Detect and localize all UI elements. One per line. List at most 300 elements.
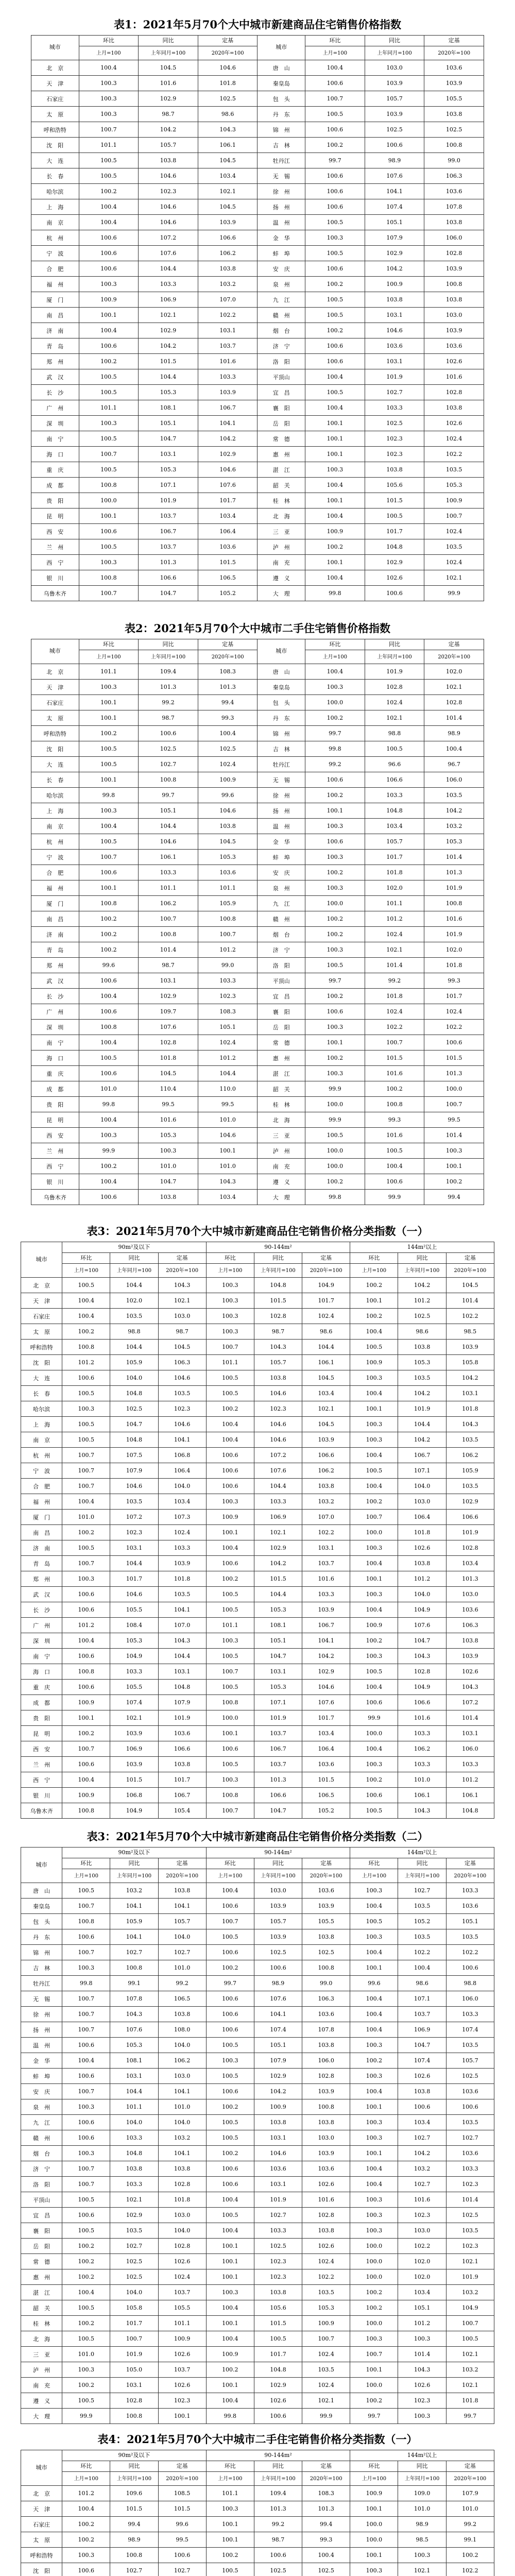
value-cell: 100.6 [206, 2022, 254, 2038]
table-row [21, 1976, 494, 1991]
value-cell: 107.8 [302, 2022, 350, 2038]
value-cell: 100.2 [62, 1726, 110, 1741]
city-cell: 青 岛 [31, 942, 79, 958]
value-cell: 100.6 [350, 1695, 398, 1710]
value-cell: 100.3 [350, 1587, 398, 1602]
value-cell: 106.5 [302, 1788, 350, 1803]
value-cell: 102.1 [198, 184, 258, 199]
value-cell: 100.4 [305, 400, 365, 416]
value-cell: 105.3 [254, 1602, 302, 1618]
value-cell: 105.5 [110, 1680, 158, 1695]
metric-header: 环比 [350, 1253, 398, 1264]
table-3-new-housing-classified-index-part2 [0, 1826, 515, 2424]
metric-header: 定基 [424, 639, 484, 650]
value-cell: 101.0 [62, 2347, 110, 2362]
value-cell: 100.9 [424, 493, 484, 509]
city-cell: 韶 关 [258, 478, 305, 493]
value-cell: 104.8 [254, 2362, 302, 2378]
value-cell: 100.5 [79, 834, 139, 850]
value-cell: 101.5 [198, 555, 258, 570]
value-cell: 100.6 [206, 1899, 254, 1914]
city-cell: 洛 阳 [258, 354, 305, 369]
value-cell: 102.7 [110, 2239, 158, 2254]
value-cell: 100.2 [62, 2269, 110, 2285]
value-cell: 102.5 [110, 2269, 158, 2285]
value-cell: 102.7 [398, 2130, 446, 2146]
city-cell: 大 连 [31, 757, 79, 772]
table-row [31, 1097, 484, 1112]
value-cell: 104.3 [158, 1278, 206, 1293]
value-cell: 100.1 [79, 710, 139, 726]
value-cell: 103.4 [446, 1556, 494, 1571]
value-cell: 99.7 [139, 788, 198, 803]
value-cell: 98.6 [302, 1324, 350, 1340]
value-cell: 106.0 [302, 2053, 350, 2069]
value-cell: 103.8 [398, 1340, 446, 1355]
value-cell: 100.2 [79, 1159, 139, 1174]
city-cell: 郑 州 [21, 1571, 62, 1587]
value-cell: 106.2 [446, 1448, 494, 1463]
value-cell: 99.4 [302, 2517, 350, 2532]
value-cell: 99.3 [365, 1112, 424, 1128]
value-cell: 103.4 [158, 1494, 206, 1510]
area-group-header: 144m²以上 [350, 2450, 494, 2461]
value-cell: 103.6 [424, 60, 484, 76]
value-cell: 103.8 [365, 462, 424, 478]
value-cell: 100.2 [350, 1278, 398, 1293]
value-cell: 99.9 [79, 1143, 139, 1159]
table-row [31, 122, 484, 138]
value-cell: 102.9 [110, 2208, 158, 2223]
table-row [31, 695, 484, 710]
table-row [31, 1020, 484, 1035]
value-cell: 105.8 [446, 1355, 494, 1370]
value-cell: 103.7 [158, 2362, 206, 2378]
value-cell: 104.1 [158, 1602, 206, 1618]
value-cell: 100.3 [62, 2099, 110, 2115]
value-cell: 106.5 [198, 570, 258, 586]
value-cell: 101.6 [302, 2192, 350, 2208]
value-cell: 101.2 [198, 942, 258, 958]
value-cell: 100.3 [206, 1278, 254, 1293]
value-cell: 104.2 [139, 338, 198, 354]
value-cell: 101.2 [62, 1618, 110, 1633]
table-row [21, 2053, 494, 2069]
value-cell: 101.3 [254, 1772, 302, 1788]
value-cell: 104.1 [158, 2146, 206, 2161]
value-cell: 103.5 [158, 1587, 206, 1602]
value-cell: 100.5 [365, 509, 424, 524]
value-cell: 100.3 [79, 76, 139, 91]
value-cell: 102.2 [446, 1309, 494, 1324]
value-cell: 104.6 [254, 2146, 302, 2161]
table-title: 表2：2021年5月70个大中城市二手住宅销售价格指数 [125, 622, 390, 635]
value-cell: 104.4 [198, 1066, 258, 1081]
value-cell: 100.5 [79, 539, 139, 555]
value-cell: 102.3 [110, 1525, 158, 1540]
city-cell: 重 庆 [21, 1680, 62, 1695]
city-cell: 惠 州 [258, 1050, 305, 1066]
value-cell: 100.8 [110, 1960, 158, 1976]
value-cell: 103.3 [302, 1587, 350, 1602]
city-cell: 扬 州 [21, 2022, 62, 2038]
city-cell: 三 亚 [21, 2347, 62, 2362]
city-cell: 襄 阳 [258, 1004, 305, 1020]
table-row [31, 726, 484, 741]
table-row [21, 2069, 494, 2084]
value-cell: 100.8 [206, 1695, 254, 1710]
value-cell: 100.3 [206, 1293, 254, 1309]
value-cell: 100.1 [350, 1960, 398, 1976]
city-cell: 天 津 [31, 76, 79, 91]
value-cell: 103.2 [302, 1494, 350, 1510]
value-cell: 100.5 [62, 2192, 110, 2208]
value-cell: 100.5 [206, 2115, 254, 2130]
value-cell: 101.5 [254, 1571, 302, 1587]
table-row [31, 942, 484, 958]
value-cell: 108.3 [198, 1004, 258, 1020]
value-cell: 102.2 [398, 2239, 446, 2254]
value-cell: 102.9 [139, 91, 198, 107]
value-cell: 100.1 [79, 772, 139, 788]
value-cell: 100.9 [365, 277, 424, 292]
value-cell: 101.0 [198, 1112, 258, 1128]
base-header: 上月=100 [62, 1264, 110, 1278]
city-cell: 济 南 [21, 1540, 62, 1556]
city-cell: 石家庄 [31, 91, 79, 107]
base-header: 上月=100 [62, 1869, 110, 1883]
city-cell: 徐 州 [258, 184, 305, 199]
city-cell: 平顶山 [21, 2192, 62, 2208]
value-cell: 100.9 [305, 524, 365, 539]
value-cell: 100.6 [79, 524, 139, 539]
value-cell: 101.0 [398, 1772, 446, 1788]
city-cell: 包 头 [21, 1914, 62, 1929]
table-row [21, 2192, 494, 2208]
table-row [21, 1757, 494, 1772]
value-cell: 98.6 [398, 1976, 446, 1991]
value-cell: 103.9 [254, 1929, 302, 1945]
value-cell: 100.4 [305, 478, 365, 493]
city-cell: 大 理 [258, 586, 305, 601]
value-cell: 102.1 [110, 1710, 158, 1726]
table-row [21, 2331, 494, 2347]
value-cell: 100.6 [305, 834, 365, 850]
metric-header: 定基 [446, 2461, 494, 2472]
value-cell: 100.4 [350, 1680, 398, 1695]
base-header: 上年同月=100 [365, 46, 424, 60]
value-cell: 99.8 [305, 586, 365, 601]
value-cell: 102.5 [110, 2254, 158, 2269]
value-cell: 101.6 [198, 354, 258, 369]
value-cell: 101.5 [302, 1772, 350, 1788]
city-cell: 长 沙 [31, 385, 79, 400]
value-cell: 102.4 [302, 1309, 350, 1324]
value-cell: 99.2 [446, 2517, 494, 2532]
table-row [31, 865, 484, 880]
value-cell: 101.5 [424, 1050, 484, 1066]
data-table [21, 1847, 494, 2424]
city-cell: 湛 江 [258, 462, 305, 478]
value-cell: 107.3 [158, 1510, 206, 1525]
value-cell: 99.1 [110, 1976, 158, 1991]
value-cell: 100.8 [139, 927, 198, 942]
value-cell: 101.7 [365, 524, 424, 539]
table-row [31, 1035, 484, 1050]
value-cell: 104.2 [398, 1432, 446, 1448]
value-cell: 100.1 [79, 880, 139, 896]
city-cell: 徐 州 [21, 2007, 62, 2022]
value-cell: 101.3 [139, 555, 198, 570]
value-cell: 99.6 [158, 2517, 206, 2532]
value-cell: 100.4 [350, 1556, 398, 1571]
value-cell: 104.1 [110, 1899, 158, 1914]
value-cell: 100.4 [305, 509, 365, 524]
value-cell: 100.2 [62, 1324, 110, 1340]
value-cell: 100.7 [62, 1448, 110, 1463]
value-cell: 100.3 [350, 1883, 398, 1899]
value-cell: 102.8 [446, 1540, 494, 1556]
value-cell: 103.1 [110, 2069, 158, 2084]
city-cell: 长 春 [31, 168, 79, 184]
value-cell: 100.6 [206, 2084, 254, 2099]
city-cell: 天 津 [31, 680, 79, 695]
value-cell: 101.6 [365, 1128, 424, 1143]
city-cell: 岳 阳 [258, 416, 305, 431]
table-row [21, 2022, 494, 2038]
value-cell: 107.4 [398, 2053, 446, 2069]
value-cell: 102.9 [254, 2378, 302, 2393]
value-cell: 100.7 [62, 1899, 110, 1914]
value-cell: 100.5 [305, 292, 365, 308]
value-cell: 102.4 [302, 2347, 350, 2362]
city-cell: 上 海 [31, 803, 79, 819]
value-cell: 104.4 [158, 1649, 206, 1664]
value-cell: 100.5 [79, 153, 139, 168]
value-cell: 100.6 [206, 1945, 254, 1960]
value-cell: 103.6 [446, 2146, 494, 2161]
city-header: 城市 [21, 1242, 62, 1278]
value-cell: 106.2 [302, 1463, 350, 1479]
table-row [31, 710, 484, 726]
value-cell: 100.8 [139, 772, 198, 788]
city-cell: 宁 波 [21, 1463, 62, 1479]
value-cell: 101.1 [139, 880, 198, 896]
city-cell: 丹 东 [21, 1929, 62, 1945]
value-cell: 101.4 [424, 710, 484, 726]
value-cell: 100.5 [206, 1602, 254, 1618]
value-cell: 101.0 [139, 1159, 198, 1174]
value-cell: 100.8 [62, 1664, 110, 1680]
value-cell: 100.5 [62, 1417, 110, 1432]
value-cell: 100.3 [79, 555, 139, 570]
value-cell: 106.6 [139, 570, 198, 586]
value-cell: 101.9 [365, 369, 424, 385]
city-cell: 乌鲁木齐 [21, 1803, 62, 1819]
table-row [31, 91, 484, 107]
value-cell: 100.4 [206, 2223, 254, 2239]
value-cell: 100.0 [79, 493, 139, 509]
value-cell: 103.8 [302, 2115, 350, 2130]
table-row [31, 1159, 484, 1174]
city-cell: 济 南 [31, 927, 79, 942]
value-cell: 100.5 [79, 369, 139, 385]
metric-header: 同比 [365, 639, 424, 650]
table-row [31, 60, 484, 76]
metric-header: 环比 [305, 36, 365, 46]
value-cell: 101.1 [158, 2316, 206, 2331]
value-cell: 104.6 [254, 1432, 302, 1448]
table-row [31, 803, 484, 819]
value-cell: 107.9 [365, 230, 424, 246]
value-cell: 101.4 [424, 1128, 484, 1143]
city-cell: 南 京 [21, 1432, 62, 1448]
value-cell: 103.2 [424, 819, 484, 834]
city-cell: 武 汉 [31, 973, 79, 989]
metric-header: 同比 [110, 1858, 158, 1869]
table-row [21, 1960, 494, 1976]
value-cell: 102.0 [398, 2254, 446, 2269]
city-cell: 泉 州 [258, 880, 305, 896]
value-cell: 101.8 [139, 1050, 198, 1066]
table-row [31, 261, 484, 277]
value-cell: 100.4 [365, 1159, 424, 1174]
table-row [21, 1463, 494, 1479]
value-cell: 100.1 [305, 493, 365, 509]
value-cell: 100.6 [254, 2548, 302, 2563]
metric-header: 环比 [350, 1858, 398, 1869]
value-cell: 104.5 [198, 153, 258, 168]
value-cell: 100.1 [350, 2146, 398, 2161]
table-row [31, 462, 484, 478]
value-cell: 105.3 [424, 478, 484, 493]
value-cell: 103.9 [446, 1340, 494, 1355]
value-cell: 100.0 [305, 695, 365, 710]
table-row [31, 230, 484, 246]
value-cell: 100.0 [424, 1081, 484, 1097]
value-cell: 103.2 [158, 2130, 206, 2146]
value-cell: 104.1 [302, 1633, 350, 1649]
city-cell: 银 川 [31, 570, 79, 586]
city-cell: 烟 台 [258, 927, 305, 942]
value-cell: 100.8 [302, 1960, 350, 1976]
value-cell: 102.4 [424, 431, 484, 447]
value-cell: 105.6 [254, 2300, 302, 2316]
city-cell: 洛 阳 [21, 2177, 62, 2192]
value-cell: 101.6 [424, 911, 484, 927]
metric-header: 环比 [79, 36, 139, 46]
base-header: 上年同月=100 [365, 650, 424, 664]
value-cell: 100.6 [305, 76, 365, 91]
value-cell: 101.2 [398, 1293, 446, 1309]
city-cell: 无 锡 [21, 1991, 62, 2007]
table-row [31, 524, 484, 539]
value-cell: 106.9 [398, 2022, 446, 2038]
city-cell: 吉 林 [258, 138, 305, 153]
metric-header: 同比 [254, 2461, 302, 2472]
table-row [31, 478, 484, 493]
value-cell: 103.5 [446, 2115, 494, 2130]
value-cell: 101.9 [254, 2192, 302, 2208]
value-cell: 100.6 [305, 1004, 365, 1020]
value-cell: 100.5 [79, 168, 139, 184]
value-cell: 100.0 [305, 1097, 365, 1112]
value-cell: 103.9 [198, 215, 258, 230]
value-cell: 100.2 [350, 2300, 398, 2316]
value-cell: 104.4 [110, 1278, 158, 1293]
table-row [21, 1772, 494, 1788]
value-cell: 103.9 [302, 2146, 350, 2161]
value-cell: 100.6 [305, 261, 365, 277]
value-cell: 100.6 [206, 1741, 254, 1757]
value-cell: 105.7 [254, 1914, 302, 1929]
city-cell: 唐 山 [258, 60, 305, 76]
metric-header: 定基 [158, 2461, 206, 2472]
value-cell: 102.4 [365, 695, 424, 710]
value-cell: 103.5 [110, 2223, 158, 2239]
value-cell: 100.5 [206, 1757, 254, 1772]
value-cell: 100.9 [198, 772, 258, 788]
table-row [31, 958, 484, 973]
base-header: 上年同月=100 [398, 2472, 446, 2486]
value-cell: 101.8 [365, 865, 424, 880]
value-cell: 100.6 [446, 2099, 494, 2115]
table-row [31, 323, 484, 338]
value-cell: 107.4 [365, 199, 424, 215]
city-cell: 泸 州 [258, 1143, 305, 1159]
value-cell: 105.5 [302, 1914, 350, 1929]
value-cell: 105.5 [158, 2300, 206, 2316]
value-cell: 99.9 [62, 2409, 110, 2424]
value-cell: 105.3 [424, 834, 484, 850]
metric-header: 同比 [254, 1253, 302, 1264]
value-cell: 102.6 [158, 2254, 206, 2269]
metric-header: 定基 [158, 1253, 206, 1264]
value-cell: 102.6 [424, 416, 484, 431]
city-cell: 蚌 埠 [258, 850, 305, 865]
value-cell: 102.7 [110, 2563, 158, 2576]
value-cell: 104.4 [139, 369, 198, 385]
value-cell: 99.8 [305, 741, 365, 757]
table-3-new-housing-classified-index-part1 [0, 1221, 515, 1819]
table-title: 表3：2021年5月70个大中城市新建商品住宅销售价格分类指数（一） [87, 1225, 428, 1238]
value-cell: 100.7 [110, 2331, 158, 2347]
city-cell: 太 原 [21, 1324, 62, 1340]
value-cell: 98.9 [424, 726, 484, 741]
value-cell: 103.1 [254, 1664, 302, 1680]
value-cell: 102.0 [365, 880, 424, 896]
value-cell: 100.7 [62, 2161, 110, 2177]
area-group-header: 90-144m² [206, 1848, 350, 1858]
area-group-header: 90m²及以下 [62, 1242, 207, 1253]
base-header: 2020年=100 [198, 46, 258, 60]
value-cell: 102.0 [424, 664, 484, 680]
value-cell: 102.7 [254, 2208, 302, 2223]
table-title: 表4：2021年5月70个大中城市二手住宅销售价格分类指数（一） [97, 2433, 418, 2446]
value-cell: 100.2 [424, 1174, 484, 1190]
table-1-new-housing-price-index [0, 14, 515, 601]
city-cell: 上 海 [31, 199, 79, 215]
city-cell: 秦皇岛 [21, 1899, 62, 1914]
value-cell: 100.6 [79, 1190, 139, 1205]
value-cell: 100.4 [79, 323, 139, 338]
value-cell: 100.7 [206, 1914, 254, 1929]
value-cell: 106.4 [198, 524, 258, 539]
city-cell: 九 江 [21, 2115, 62, 2130]
city-cell: 厦 门 [21, 1510, 62, 1525]
value-cell: 100.0 [350, 2239, 398, 2254]
value-cell: 104.8 [110, 1386, 158, 1401]
